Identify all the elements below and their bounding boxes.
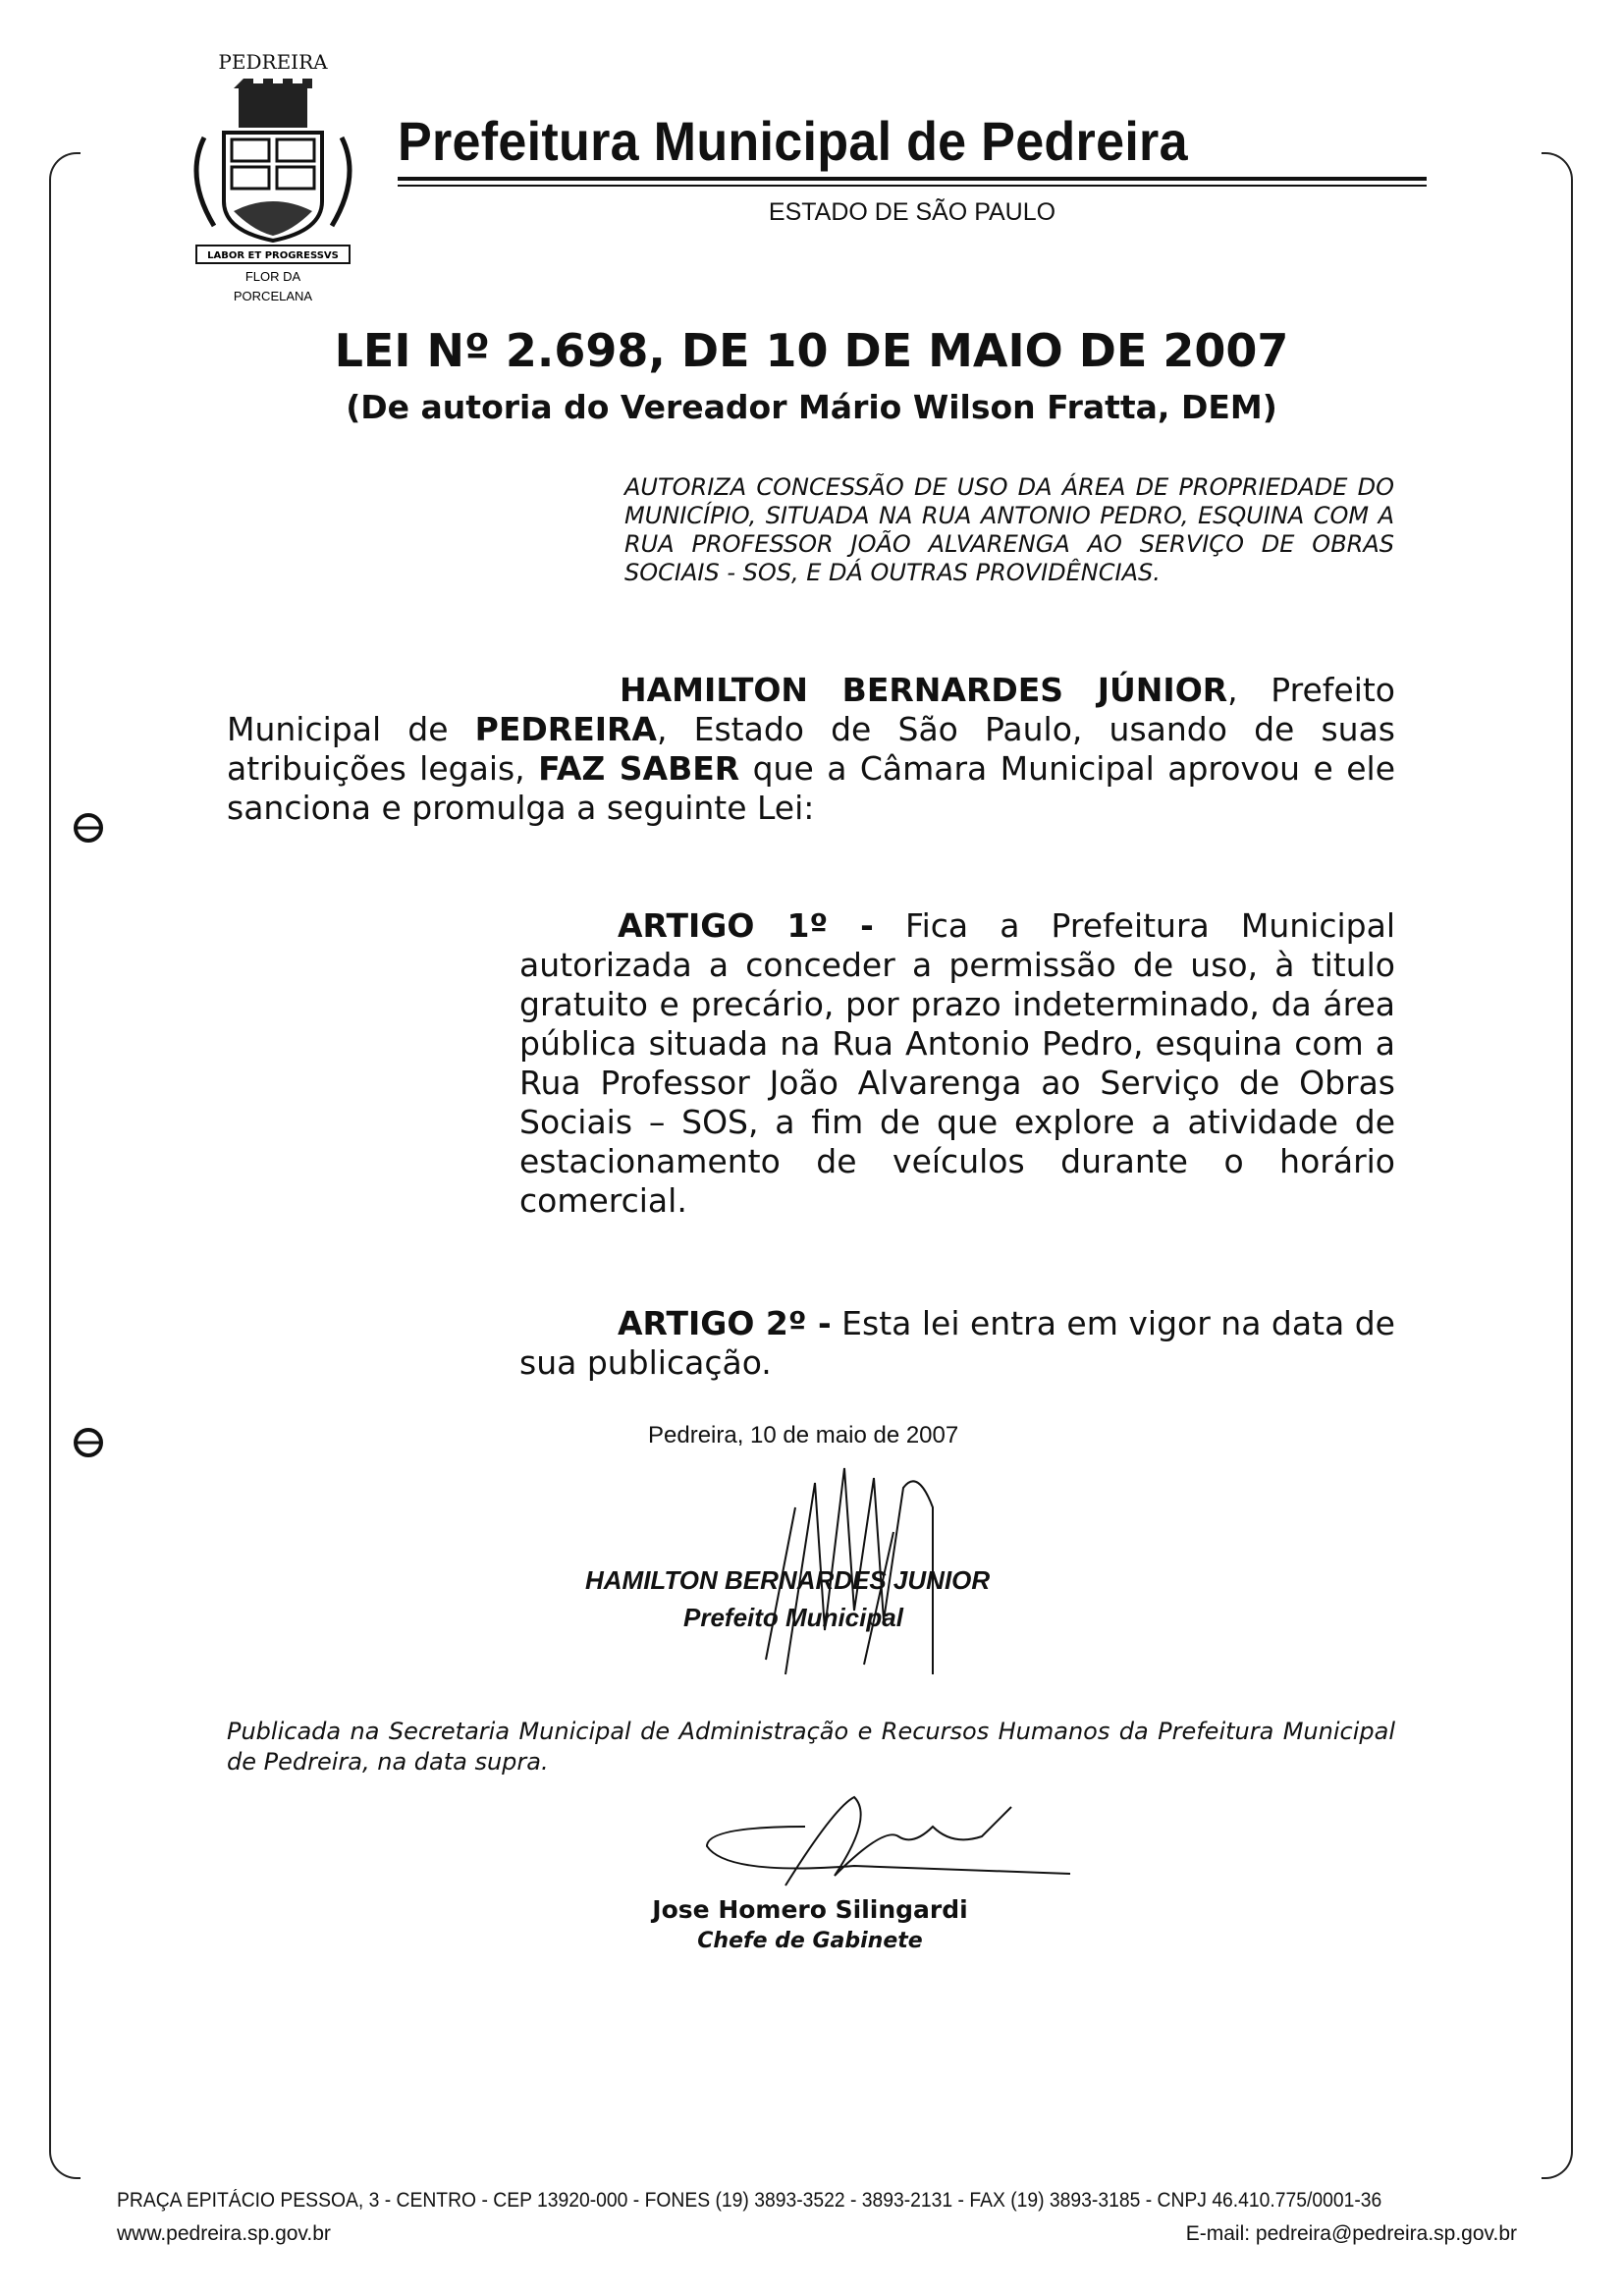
article-label: ARTIGO 2º - <box>618 1304 832 1342</box>
signatory-name: HAMILTON BERNARDES JUNIOR <box>585 1565 991 1595</box>
law-title: LEI Nº 2.698, DE 10 DE MAIO DE 2007 <box>334 324 1289 377</box>
law-authorship: (De autoria do Vereador Mário Wilson Fratta, DEM) <box>346 388 1277 426</box>
punch-hole-mark-icon <box>72 1426 105 1459</box>
preamble-text: que a Câmara Municipal aprovou e ele sanciona e promulga a seguinte Lei: <box>227 749 1395 827</box>
article-2 <box>519 1304 1395 1383</box>
svg-text:PEDREIRA: PEDREIRA <box>218 50 328 74</box>
publication-note: Publicada na Secretaria Municipal de Administração e Recursos Humanos da Prefeitura Municipal de Pedreira, na data supra. <box>227 1718 1395 1776</box>
article-1 <box>519 906 1395 1221</box>
punch-hole-mark-icon <box>72 811 105 845</box>
page-frame-left <box>49 152 81 2179</box>
municipality-title: Prefeitura Municipal de Pedreira <box>398 110 1188 172</box>
article-text: Fica a Prefeitura Municipal autorizada a conceder a permissão de uso, à titulo gratuito e precário, por prazo indeterminado, da área pública situada na Rua Antonio Pedro, esquina com a Rua Professor João Alvarenga ao Serviço de Obras Sociais – SOS, a fim de que explore a atividade de estacionamento de veículos durante o horário comercial. <box>519 906 1395 1220</box>
article-text: Esta lei entra em vigor na data de sua publicação. <box>519 1304 1395 1382</box>
chief-role: Chefe de Gabinete <box>697 1929 923 1953</box>
title-rule <box>398 177 1427 181</box>
city-name: PEDREIRA <box>474 710 657 748</box>
preamble-text: , Prefeito Municipal de <box>227 671 1395 748</box>
state-subtitle: ESTADO DE SÃO PAULO <box>768 198 1056 226</box>
chief-name: Jose Homero Silingardi <box>652 1895 968 1924</box>
svg-text:LABOR ET PROGRESSVS: LABOR ET PROGRESSVS <box>207 250 339 261</box>
svg-text:FLOR DA: FLOR DA <box>244 269 301 284</box>
article-label: ARTIGO 1º - <box>618 906 874 945</box>
signatory-role: Prefeito Municipal <box>683 1603 903 1632</box>
footer-email[interactable]: E-mail: pedreira@pedreira.sp.gov.br <box>1185 2222 1517 2245</box>
mayor-name: HAMILTON BERNARDES JÚNIOR <box>620 671 1228 709</box>
chief-signature <box>687 1777 1080 1890</box>
law-summary: AUTORIZA CONCESSÃO DE USO DA ÁREA DE PROPRIEDADE DO MUNICÍPIO, SITUADA NA RUA ANTONIO PEDRO, ESQUINA COM A RUA PROFESSOR JOÃO ALVARENGA AO SERVIÇO DE OBRAS SOCIAIS - SOS, E DÁ OUTRAS PROVIDÊNCIAS. <box>624 473 1394 586</box>
place-date: Pedreira, 10 de maio de 2007 <box>648 1422 959 1449</box>
preamble-paragraph <box>227 671 1395 828</box>
coat-of-arms-logo <box>175 49 371 306</box>
title-rule-thin <box>398 185 1427 187</box>
faz-saber: FAZ SABER <box>538 749 740 788</box>
preamble-text: , Estado de São Paulo, usando de suas atribuições legais, <box>227 710 1395 788</box>
footer-website[interactable]: www.pedreira.sp.gov.br <box>117 2222 331 2245</box>
svg-text:PORCELANA: PORCELANA <box>233 289 313 303</box>
footer-address: PRAÇA EPITÁCIO PESSOA, 3 - CENTRO - CEP 13920-000 - FONES (19) 3893-3522 - 3893-2131 - FAX (19) 3893-3185 - CNPJ 46.410.775/0001-36 <box>117 2189 1382 2212</box>
page-frame-right <box>1542 152 1573 2179</box>
